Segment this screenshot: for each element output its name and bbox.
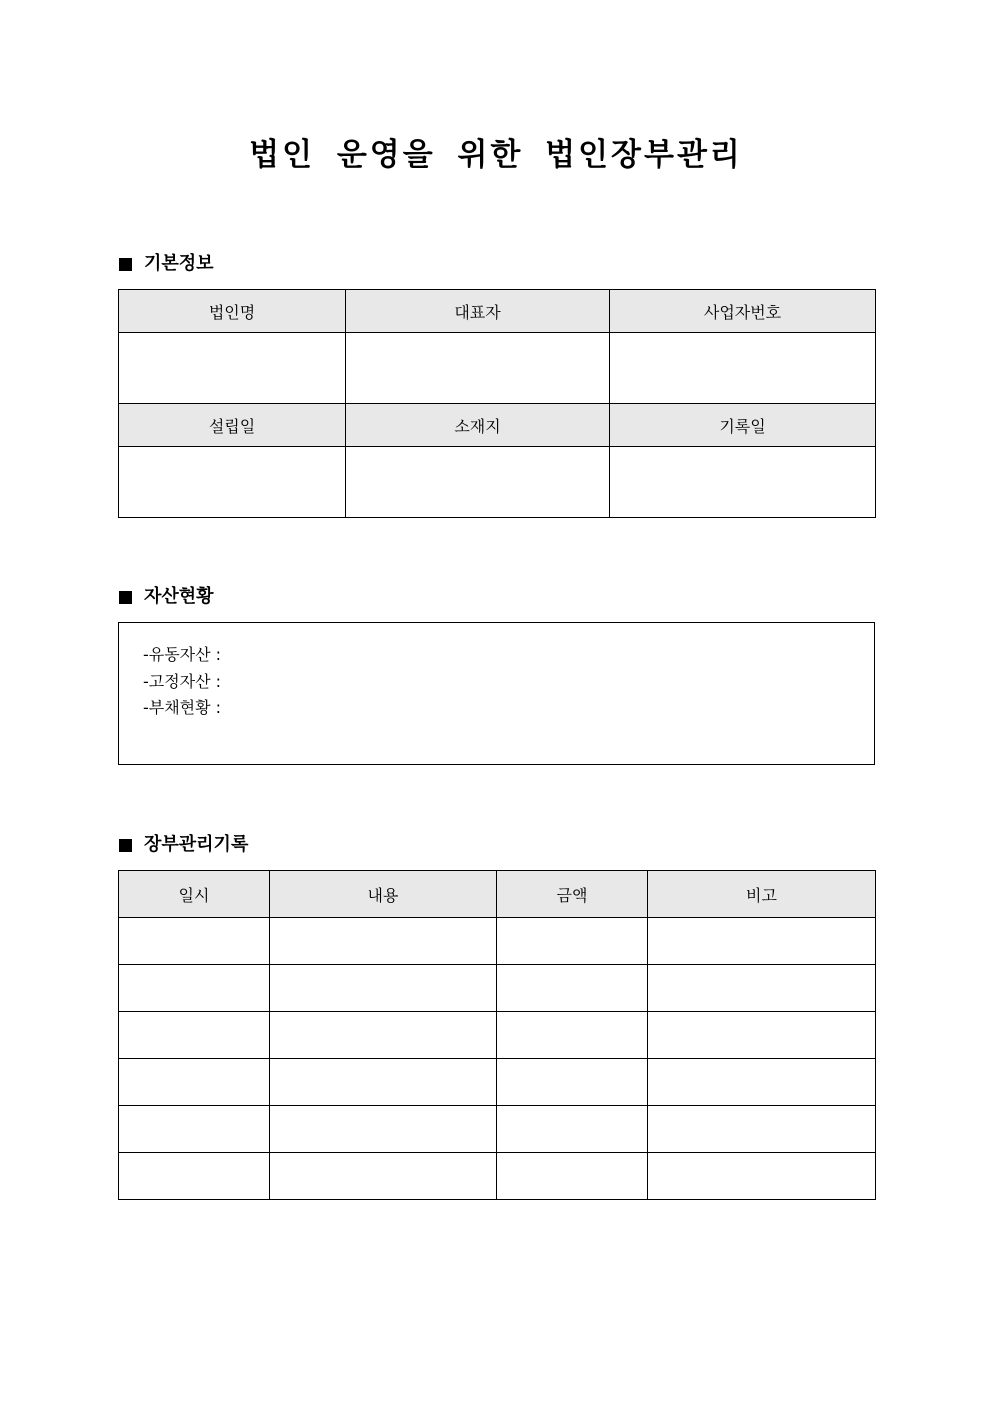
- amount-cell[interactable]: [497, 918, 648, 965]
- content-cell[interactable]: [270, 1106, 497, 1153]
- datetime-cell[interactable]: [119, 1153, 270, 1200]
- amount-cell[interactable]: [497, 1059, 648, 1106]
- table-row: [119, 1059, 876, 1106]
- header-representative: 대표자: [346, 290, 610, 333]
- asset-list: [143, 642, 221, 722]
- amount-cell[interactable]: [497, 965, 648, 1012]
- section-heading-basic-info: [119, 252, 214, 276]
- header-datetime: 일시: [119, 871, 270, 918]
- content-cell[interactable]: [270, 918, 497, 965]
- section-heading-label: 기본정보: [144, 253, 214, 274]
- liabilities-item: -부채현황 :: [143, 698, 222, 717]
- amount-cell[interactable]: [497, 1012, 648, 1059]
- content-cell[interactable]: [270, 1012, 497, 1059]
- section-heading-assets: [119, 585, 214, 609]
- remarks-cell[interactable]: [648, 1153, 876, 1200]
- datetime-cell[interactable]: [119, 918, 270, 965]
- table-header-row: [119, 871, 876, 918]
- table-row: [119, 333, 876, 404]
- remarks-cell[interactable]: [648, 965, 876, 1012]
- datetime-cell[interactable]: [119, 1106, 270, 1153]
- established-date-field[interactable]: [119, 447, 346, 518]
- section-heading-label: 장부관리기록: [144, 834, 249, 855]
- table-row: [119, 1012, 876, 1059]
- header-remarks: 비고: [648, 871, 876, 918]
- table-header-row: [119, 404, 876, 447]
- amount-cell[interactable]: [497, 1106, 648, 1153]
- remarks-cell[interactable]: [648, 918, 876, 965]
- record-date-field[interactable]: [610, 447, 876, 518]
- location-field[interactable]: [346, 447, 610, 518]
- basic-info-table: [118, 289, 876, 518]
- header-business-number: 사업자번호: [610, 290, 876, 333]
- datetime-cell[interactable]: [119, 1012, 270, 1059]
- business-number-field[interactable]: [610, 333, 876, 404]
- table-row: [119, 965, 876, 1012]
- square-bullet-icon: [119, 591, 132, 604]
- header-corporate-name: 법인명: [119, 290, 346, 333]
- content-cell[interactable]: [270, 965, 497, 1012]
- square-bullet-icon: [119, 839, 132, 852]
- section-heading-ledger: [119, 833, 248, 857]
- square-bullet-icon: [119, 258, 132, 271]
- table-row: [119, 1106, 876, 1153]
- header-amount: 금액: [497, 871, 648, 918]
- amount-cell[interactable]: [497, 1153, 648, 1200]
- table-row: [119, 1153, 876, 1200]
- table-row: [119, 447, 876, 518]
- ledger-table: [118, 870, 876, 1200]
- table-header-row: [119, 290, 876, 333]
- header-established-date: 설립일: [119, 404, 346, 447]
- header-record-date: 기록일: [610, 404, 876, 447]
- remarks-cell[interactable]: [648, 1106, 876, 1153]
- corporate-name-field[interactable]: [119, 333, 346, 404]
- datetime-cell[interactable]: [119, 965, 270, 1012]
- remarks-cell[interactable]: [648, 1012, 876, 1059]
- fixed-assets-item: -고정자산 :: [143, 671, 222, 691]
- remarks-cell[interactable]: [648, 1059, 876, 1106]
- header-location: 소재지: [346, 404, 610, 447]
- content-cell[interactable]: [270, 1153, 497, 1200]
- table-row: [119, 918, 876, 965]
- current-assets-item: -유동자산 :: [143, 645, 222, 664]
- datetime-cell[interactable]: [119, 1059, 270, 1106]
- document-title: 법인 운영을 위한 법인장부관리: [249, 137, 743, 173]
- asset-status-box[interactable]: [118, 622, 875, 765]
- header-content: 내용: [270, 871, 497, 918]
- representative-field[interactable]: [346, 333, 610, 404]
- section-heading-label: 자산현황: [144, 586, 214, 607]
- content-cell[interactable]: [270, 1059, 497, 1106]
